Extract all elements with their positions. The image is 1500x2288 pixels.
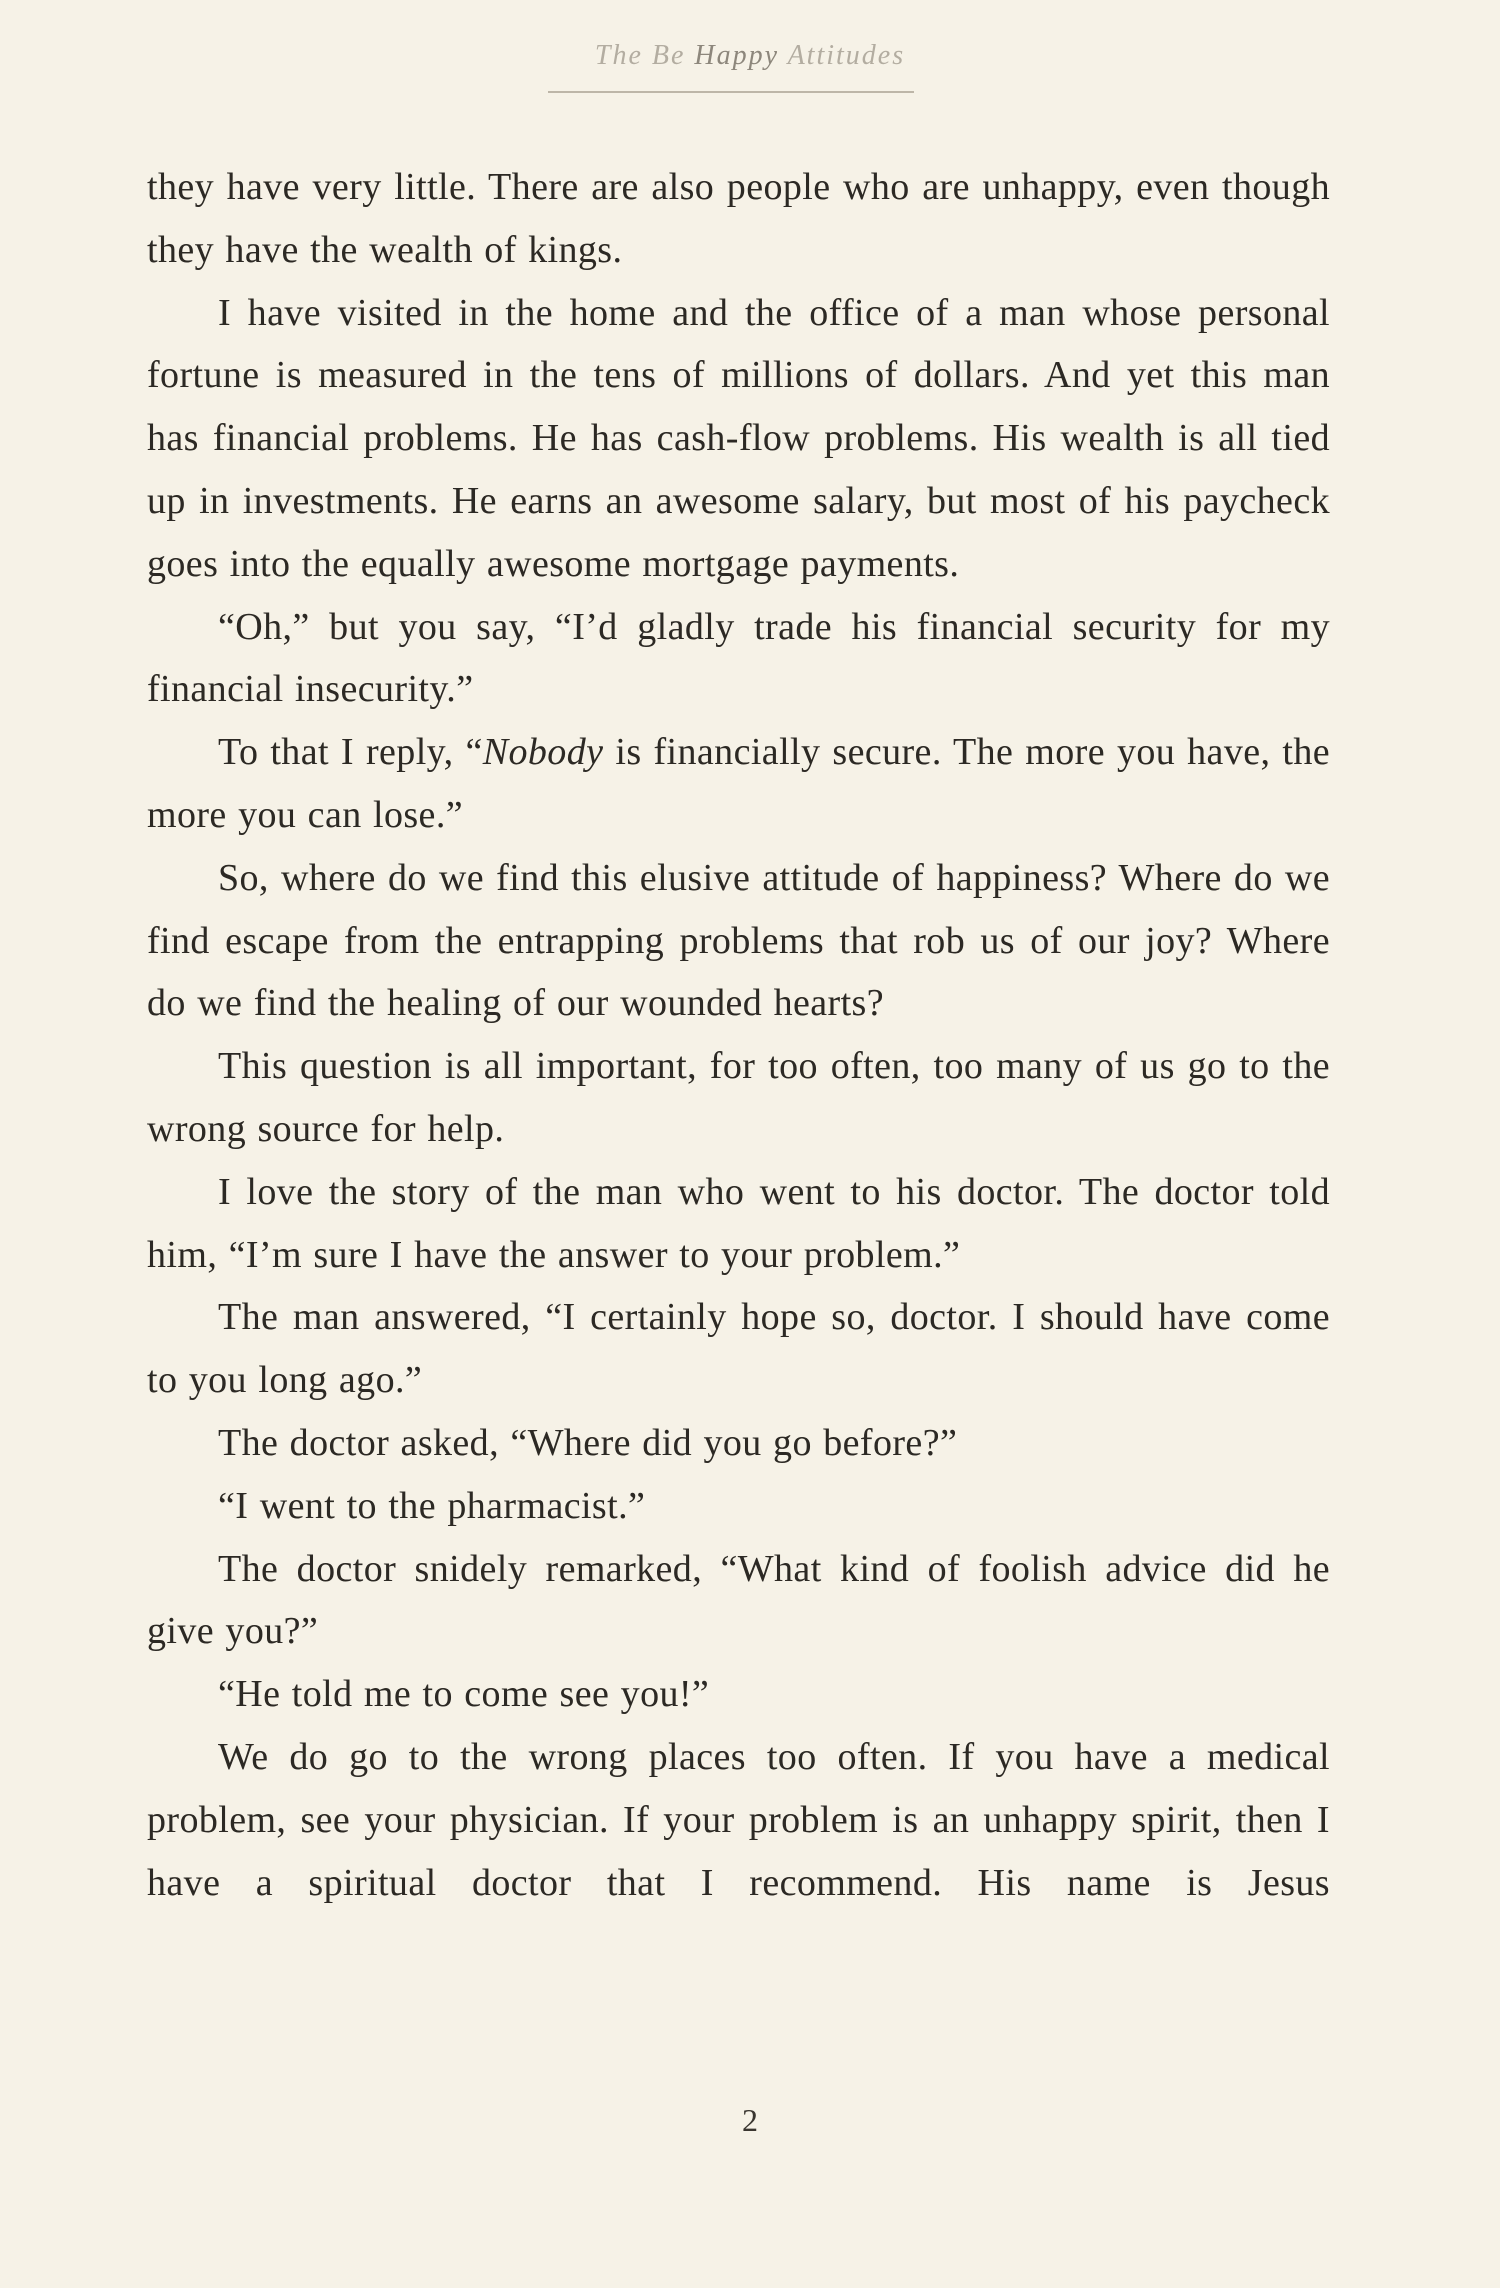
header-rule	[548, 91, 914, 93]
paragraph	[147, 721, 1330, 847]
paragraph: This question is all important, for too often, too many of us go to the wrong source for help.	[147, 1045, 1330, 1150]
body-text	[147, 156, 1330, 1914]
paragraph: I have visited in the home and the office of a man whose personal fortune is measured in the tens of millions of dollars. And yet this man has financial problems. He has cash-flow problems. His wealth is all tied up in investments. He earns an awesome salary, but most of his paycheck goes into the equally awesome mortgage payments.	[147, 291, 1330, 585]
paragraph: So, where do we find this elusive attitude of happiness? Where do we find escape from the entrapping problems that rob us of our joy? Where do we find the healing of our wounded hearts?	[147, 856, 1330, 1025]
paragraph: The doctor asked, “Where did you go before?”	[218, 1421, 958, 1464]
running-head-post: Attitudes	[787, 40, 906, 71]
paragraph: The doctor snidely remarked, “What kind of foolish advice did he give you?”	[147, 1547, 1330, 1653]
paragraph: “I went to the pharmacist.”	[218, 1484, 646, 1527]
paragraph: “He told me to come see you!”	[218, 1673, 710, 1716]
paragraph-continues: We do go to the wrong places too often. If you have a medical problem, see your physician. If your problem is an unhappy spirit, then I have a spiritual doctor that I recommend. His name is Jesus	[147, 1735, 1330, 1904]
emphasized-word: Nobody	[482, 731, 604, 774]
running-head	[0, 40, 1500, 72]
running-head-emphasis: Happy	[694, 40, 780, 71]
quote-lead: To that I reply, “	[218, 731, 483, 774]
paragraph: I love the story of the man who went to his doctor. The doctor told him, “I’m sure I have the answer to your problem.”	[147, 1170, 1330, 1276]
paragraph: “Oh,” but you say, “I’d gladly trade his financial security for my financial insecurity.”	[147, 605, 1330, 711]
paragraph: The man answered, “I certainly hope so, doctor. I should have come to you long ago.”	[147, 1296, 1330, 1402]
page-number: 2	[742, 2102, 758, 2138]
running-head-pre: The Be	[594, 40, 686, 71]
paragraph-continued: they have very little. There are also people who are unhappy, even though they have the wealth of kings.	[147, 166, 1330, 271]
quote-rest: is financially secure. The more you have, the more you can lose.”	[147, 731, 1330, 836]
